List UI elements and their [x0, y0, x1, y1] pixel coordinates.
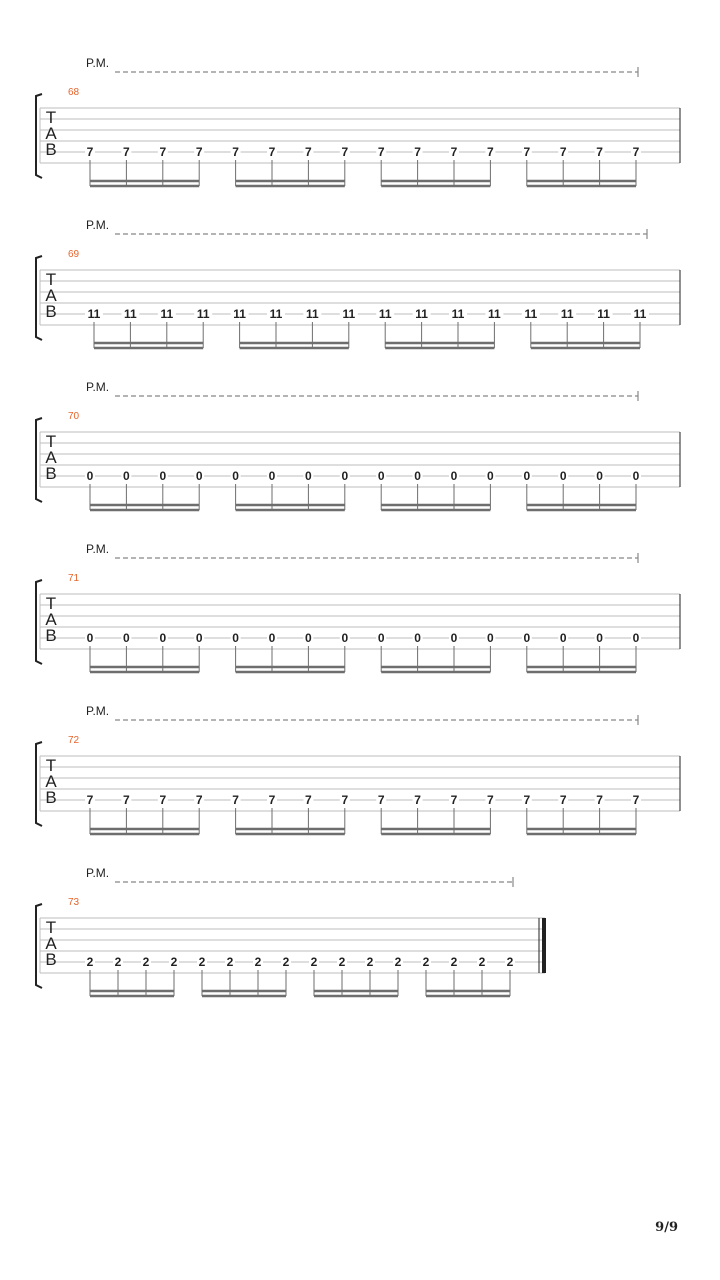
fret-number: 0: [305, 631, 312, 645]
fret-number: 7: [123, 793, 130, 807]
tab-system: [36, 218, 680, 348]
system-bracket: [36, 742, 42, 826]
fret-number: 11: [524, 307, 538, 321]
fret-number: 2: [226, 955, 234, 969]
fret-number: 0: [268, 469, 276, 483]
fret-number: 0: [523, 469, 531, 483]
fret-number: 0: [559, 631, 567, 645]
fret-number: 7: [232, 145, 239, 159]
tab-clef-letter: B: [45, 464, 57, 483]
tab-system: [36, 542, 680, 672]
system-bracket: [36, 94, 42, 178]
fret-number: 0: [195, 469, 203, 483]
fret-number: 2: [254, 955, 262, 969]
measure-number: 69: [68, 249, 80, 260]
measure-number: 71: [68, 573, 80, 584]
system-bracket: [36, 580, 42, 664]
fret-number: 7: [632, 145, 640, 159]
fret-number: 7: [487, 793, 494, 807]
fret-number: 0: [523, 631, 531, 645]
fret-number: 11: [451, 307, 465, 321]
palm-mute-label: P.M.: [86, 218, 110, 232]
fret-number: 7: [487, 145, 494, 159]
fret-number: 7: [523, 793, 531, 807]
fret-number: 7: [195, 145, 203, 159]
fret-number: 0: [596, 631, 603, 645]
tab-clef-letter: B: [45, 950, 57, 969]
fret-number: 11: [378, 307, 392, 321]
fret-number: 2: [450, 955, 458, 969]
fret-number: 11: [87, 307, 101, 321]
fret-number: 0: [414, 631, 421, 645]
palm-mute-label: P.M.: [86, 704, 110, 718]
fret-number: 7: [305, 145, 312, 159]
fret-number: 11: [269, 307, 283, 321]
tab-clef-letter: T: [45, 594, 57, 613]
fret-number: 2: [282, 955, 290, 969]
fret-number: 2: [478, 955, 486, 969]
fret-number: 0: [487, 631, 494, 645]
palm-mute-label: P.M.: [86, 866, 110, 880]
fret-number: 11: [415, 307, 428, 321]
fret-number: 11: [196, 307, 210, 321]
tab-clef-letter: B: [45, 626, 57, 645]
fret-number: 0: [123, 469, 130, 483]
tab-clef-letter: B: [45, 788, 57, 807]
tab-clef-letter: A: [45, 124, 57, 143]
fret-number: 0: [159, 631, 167, 645]
tab-clef-letter: A: [45, 934, 57, 953]
fret-number: 0: [305, 469, 312, 483]
fret-number: 2: [142, 955, 150, 969]
fret-number: 0: [414, 469, 421, 483]
fret-number: 11: [306, 307, 319, 321]
fret-number: 7: [123, 145, 130, 159]
fret-number: 2: [86, 955, 94, 969]
fret-number: 7: [450, 793, 458, 807]
fret-number: 0: [487, 469, 494, 483]
palm-mute-label: P.M.: [86, 56, 110, 70]
fret-number: 0: [341, 631, 349, 645]
fret-number: 7: [86, 145, 94, 159]
fret-number: 0: [632, 631, 640, 645]
fret-number: 0: [450, 469, 458, 483]
system-bracket: [36, 256, 42, 340]
tab-clef-letter: A: [45, 286, 57, 305]
fret-number: 2: [506, 955, 514, 969]
fret-number: 7: [596, 145, 603, 159]
system-bracket: [36, 418, 42, 502]
tab-clef-letter: A: [45, 448, 57, 467]
fret-number: 0: [377, 631, 385, 645]
fret-number: 0: [159, 469, 167, 483]
measure-number: 73: [68, 897, 80, 908]
fret-number: 0: [632, 469, 640, 483]
palm-mute-label: P.M.: [86, 380, 110, 394]
fret-number: 0: [377, 469, 385, 483]
tab-clef-letter: T: [45, 108, 57, 127]
fret-number: 2: [422, 955, 430, 969]
tab-clef-letter: T: [45, 918, 57, 937]
measure-number: 70: [68, 411, 80, 422]
tab-clef-letter: T: [45, 270, 57, 289]
fret-number: 7: [632, 793, 640, 807]
fret-number: 0: [232, 469, 239, 483]
fret-number: 7: [232, 793, 239, 807]
tab-clef-letter: A: [45, 772, 57, 791]
fret-number: 0: [123, 631, 130, 645]
fret-number: 2: [394, 955, 402, 969]
tab-clef-letter: B: [45, 302, 57, 321]
fret-number: 7: [377, 145, 385, 159]
fret-number: 0: [86, 631, 94, 645]
tab-system: [36, 866, 545, 996]
fret-number: 0: [232, 631, 239, 645]
fret-number: 7: [86, 793, 94, 807]
fret-number: 7: [377, 793, 385, 807]
fret-number: 11: [488, 307, 501, 321]
fret-number: 11: [633, 307, 647, 321]
tab-system: [36, 56, 680, 186]
tab-clef-letter: T: [45, 432, 57, 451]
fret-number: 11: [160, 307, 174, 321]
fret-number: 7: [195, 793, 203, 807]
fret-number: 7: [559, 145, 567, 159]
fret-number: 7: [341, 793, 349, 807]
fret-number: 2: [170, 955, 178, 969]
fret-number: 7: [268, 793, 276, 807]
fret-number: 0: [86, 469, 94, 483]
fret-number: 7: [596, 793, 603, 807]
fret-number: 0: [559, 469, 567, 483]
measure-number: 72: [68, 735, 80, 746]
fret-number: 7: [559, 793, 567, 807]
fret-number: 7: [341, 145, 349, 159]
fret-number: 0: [268, 631, 276, 645]
fret-number: 11: [124, 307, 137, 321]
system-bracket: [36, 904, 42, 988]
fret-number: 0: [195, 631, 203, 645]
fret-number: 11: [233, 307, 246, 321]
tab-clef-letter: A: [45, 610, 57, 629]
fret-number: 11: [560, 307, 574, 321]
page-number: 9/9: [655, 1220, 678, 1235]
tab-system: [36, 704, 680, 834]
fret-number: 2: [198, 955, 206, 969]
fret-number: 2: [114, 955, 122, 969]
palm-mute-label: P.M.: [86, 542, 110, 556]
fret-number: 7: [305, 793, 312, 807]
fret-number: 2: [338, 955, 346, 969]
fret-number: 11: [597, 307, 610, 321]
tab-clef-letter: T: [45, 756, 57, 775]
tab-clef-letter: B: [45, 140, 57, 159]
tab-system: [36, 380, 680, 510]
fret-number: 7: [414, 145, 421, 159]
fret-number: 7: [268, 145, 276, 159]
fret-number: 7: [159, 793, 167, 807]
fret-number: 0: [450, 631, 458, 645]
fret-number: 7: [523, 145, 531, 159]
fret-number: 7: [159, 145, 167, 159]
fret-number: 0: [341, 469, 349, 483]
fret-number: 2: [366, 955, 374, 969]
fret-number: 11: [342, 307, 356, 321]
fret-number: 7: [450, 145, 458, 159]
fret-number: 2: [310, 955, 318, 969]
measure-number: 68: [68, 87, 80, 98]
fret-number: 7: [414, 793, 421, 807]
fret-number: 0: [596, 469, 603, 483]
